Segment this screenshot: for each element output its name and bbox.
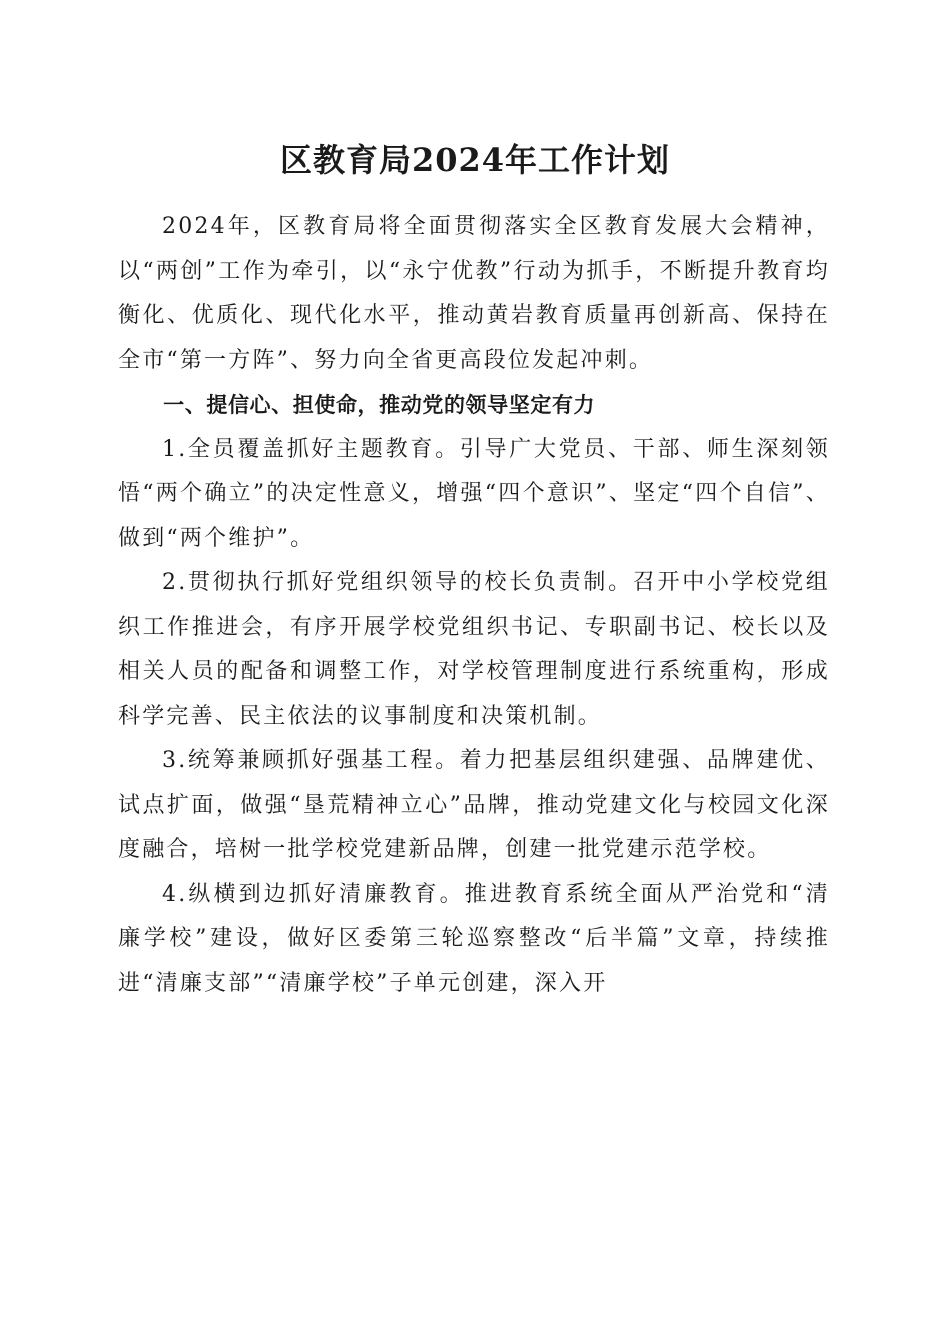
section-1-heading: 一、提信心、担使命，推动党的领导坚定有力 — [163, 393, 596, 417]
document-body — [118, 205, 830, 1006]
document-title: 区教育局2024年工作计划 — [279, 141, 671, 179]
item-4-paragraph: 4.纵横到边抓好清廉教育。推进教育系统全面从严治党和“清廉学校”建设，做好区委第三轮巡察整改“后半篇”文章，持续推进“清廉支部”“清廉学校”子单元创建，深入开 — [118, 881, 830, 996]
item-1-paragraph: 1.全员覆盖抓好主题教育。引导广大党员、干部、师生深刻领悟“两个确立”的决定性意义，增强“四个意识”、坚定“四个自信”、做到“两个维护”。 — [118, 436, 830, 551]
item-3-paragraph: 3.统筹兼顾抓好强基工程。着力把基层组织建强、品牌建优、试点扩面，做强“垦荒精神立心”品牌，推动党建文化与校园文化深度融合，培树一批学校党建新品牌，创建一批党建示范学校。 — [118, 748, 830, 862]
intro-paragraph: 2024年，区教育局将全面贯彻落实全区教育发展大会精神，以“两创”工作为牵引，以“永宁优教”行动为抓手，不断提升教育均衡化、优质化、现代化水平，推动黄岩教育质量再创新高、保持在全市“第一方阵”、努力向全省更高段位发起冲刺。 — [118, 214, 830, 373]
item-2-paragraph: 2.贯彻执行抓好党组织领导的校长负责制。召开中小学校党组织工作推进会，有序开展学校党组织书记、专职副书记、校长以及相关人员的配备和调整工作，对学校管理制度进行系统重构，形成科学完善、民主依法的议事制度和决策机制。 — [118, 570, 830, 729]
